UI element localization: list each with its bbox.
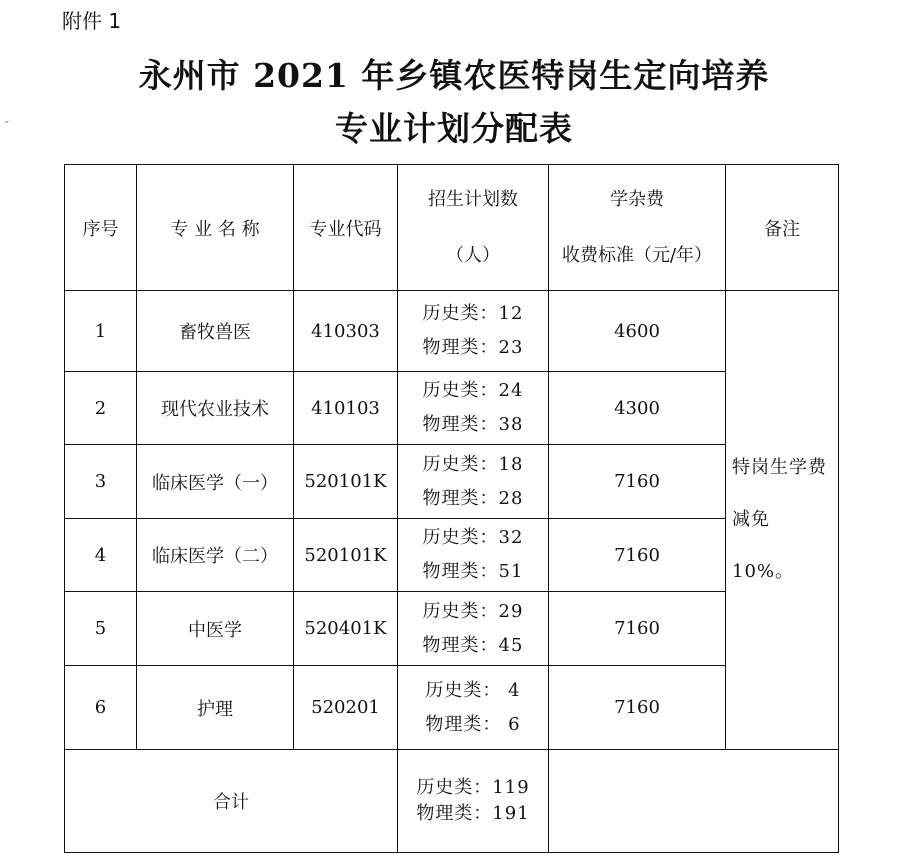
- header-plan-line1: 招生计划数: [428, 188, 518, 210]
- row-major-name: 中医学: [137, 592, 294, 666]
- row-fee: 7160: [549, 666, 726, 750]
- total-plan: [398, 750, 549, 853]
- row-major-code: 520201: [294, 666, 398, 750]
- remark-cell: [726, 291, 839, 750]
- row-plan: [398, 519, 549, 592]
- row-major-code: 520401K: [294, 592, 398, 666]
- document-title: 永州市 2021 年乡镇农医特岗生定向培养: [138, 56, 770, 95]
- row-plan-history: 历史类：24: [422, 380, 524, 401]
- header-row: [65, 165, 839, 291]
- header-fee-line1: 学杂费: [610, 188, 664, 210]
- header-fee-line2: 收费标准（元/年）: [561, 244, 713, 266]
- header-index: 序号: [65, 165, 137, 291]
- table-row: [65, 666, 839, 750]
- row-fee: 7160: [549, 592, 726, 666]
- row-index: 6: [65, 666, 137, 750]
- row-major-name: 现代农业技术: [137, 372, 294, 445]
- row-fee: 7160: [549, 445, 726, 519]
- row-plan-history: 历史类：32: [422, 527, 524, 548]
- table-row: [65, 519, 839, 592]
- row-plan-physics: 物理类：38: [422, 414, 524, 435]
- header-plan: [398, 165, 549, 291]
- total-label: 合计: [65, 750, 398, 853]
- row-major-name: 临床医学（一）: [137, 445, 294, 519]
- row-fee: 4300: [549, 372, 726, 445]
- row-plan: [398, 291, 549, 372]
- table-row: [65, 592, 839, 666]
- row-plan-physics: 物理类：23: [422, 337, 524, 358]
- row-major-name: 畜牧兽医: [137, 291, 294, 372]
- row-plan-physics: 物理类：51: [422, 561, 524, 582]
- total-plan-physics: 物理类：191: [416, 803, 530, 824]
- margin-mark: ⌄: [3, 116, 11, 126]
- header-major-code: 专业代码: [294, 165, 398, 291]
- header-remark: 备注: [726, 165, 839, 291]
- table-row: [65, 291, 839, 372]
- header-major-name: 专 业 名 称: [137, 165, 294, 291]
- row-plan-history: 历史类：29: [422, 600, 524, 622]
- total-plan-history: 历史类：119: [416, 777, 530, 798]
- total-empty-cell: [549, 750, 839, 853]
- row-index: 5: [65, 592, 137, 666]
- total-row: [65, 750, 839, 853]
- table-row: [65, 445, 839, 519]
- plan-table: [64, 164, 839, 853]
- row-plan: [398, 445, 549, 519]
- header-plan-line2: （人）: [446, 244, 500, 266]
- row-major-code: 520101K: [294, 519, 398, 592]
- row-index: 2: [65, 372, 137, 445]
- row-index: 3: [65, 445, 137, 519]
- row-plan-physics: 物理类： 6: [425, 713, 521, 735]
- row-plan-physics: 物理类：45: [422, 634, 524, 656]
- document-subtitle: 专业计划分配表: [335, 109, 573, 148]
- row-major-code: 410303: [294, 291, 398, 372]
- row-fee: 4600: [549, 291, 726, 372]
- row-plan-physics: 物理类：28: [422, 487, 524, 509]
- row-major-code: 410103: [294, 372, 398, 445]
- row-plan-history: 历史类：12: [422, 303, 524, 324]
- row-fee: 7160: [549, 519, 726, 592]
- row-major-name: 护理: [137, 666, 294, 750]
- row-index: 4: [65, 519, 137, 592]
- row-plan: [398, 372, 549, 445]
- row-major-code: 520101K: [294, 445, 398, 519]
- row-index: 1: [65, 291, 137, 372]
- remark-line1: 特岗生学费: [732, 457, 827, 478]
- attachment-label: 附件 1: [62, 9, 122, 33]
- row-major-name: 临床医学（二）: [137, 519, 294, 592]
- row-plan-history: 历史类： 4: [425, 679, 521, 701]
- row-plan: [398, 666, 549, 750]
- remark-line2: 减免 10%。: [732, 509, 795, 582]
- table-row: [65, 372, 839, 445]
- header-fee: [549, 165, 726, 291]
- row-plan-history: 历史类：18: [422, 453, 524, 475]
- row-plan: [398, 592, 549, 666]
